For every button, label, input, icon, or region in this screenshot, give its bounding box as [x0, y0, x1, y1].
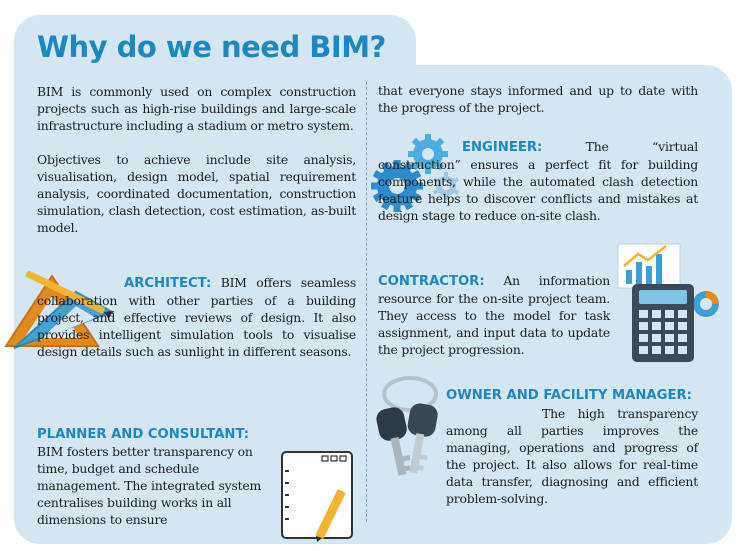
notepad-pencil-icon	[278, 448, 364, 542]
owner-text: The high transparency among all parties improves the managing, operations and progress of the project. It also allows for real-time data transfer, diagnosing and efficient problem-solving.	[446, 406, 698, 506]
planner-paragraph	[37, 425, 273, 528]
owner-paragraph	[446, 405, 698, 507]
contractor-paragraph	[378, 272, 610, 358]
engineer-paragraph	[378, 138, 698, 224]
intro-paragraph-1: BIM is commonly used on complex construction projects such as high-rise buildings and large-scale infrastructure including a stadium or metro system.	[37, 84, 356, 133]
contractor-heading: CONTRACTOR:	[378, 274, 485, 289]
intro-paragraph-2: Objectives to achieve include site analysis, visualisation, design model, spatial requirement analysis, coordinated documentation, construction simulation, clash detection, cost estimation, as-built model.	[37, 152, 356, 235]
architect-heading: ARCHITECT:	[124, 276, 212, 291]
planner-heading: PLANNER AND CONSULTANT:	[37, 427, 249, 442]
engineer-text: The “virtual construction” ensures a perfect fit for building components, while the automated clash detection feature helps to discover conflicts and mistakes at design stage to reduce on-site clash.	[378, 139, 698, 223]
architect-paragraph	[37, 274, 356, 360]
architect-text: BIM offers seamless collaboration with other parties of a building project, and effective reviews of design. It also provides intelligent simulation tools to visualise design details such as sunlight in different seasons.	[37, 275, 356, 359]
contractor-text: An information resource for the on-site project team. They access to the model for task assignment, and input data to update the project progression.	[378, 273, 610, 357]
planner-text: BIM fosters better transparency on time, budget and schedule management. The integrated system centralises building works in all dimensions to ensure	[37, 444, 262, 527]
engineer-heading: ENGINEER:	[462, 140, 543, 155]
owner-heading: OWNER AND FACILITY MANAGER:	[446, 388, 692, 403]
calculator-chart-icon	[612, 240, 728, 366]
owner-heading-line	[446, 386, 706, 404]
page-title: Why do we need BIM?	[37, 30, 386, 64]
keys-icon	[366, 374, 450, 486]
planner-continuation: that everyone stays informed and up to date with the progress of the project.	[378, 83, 698, 115]
